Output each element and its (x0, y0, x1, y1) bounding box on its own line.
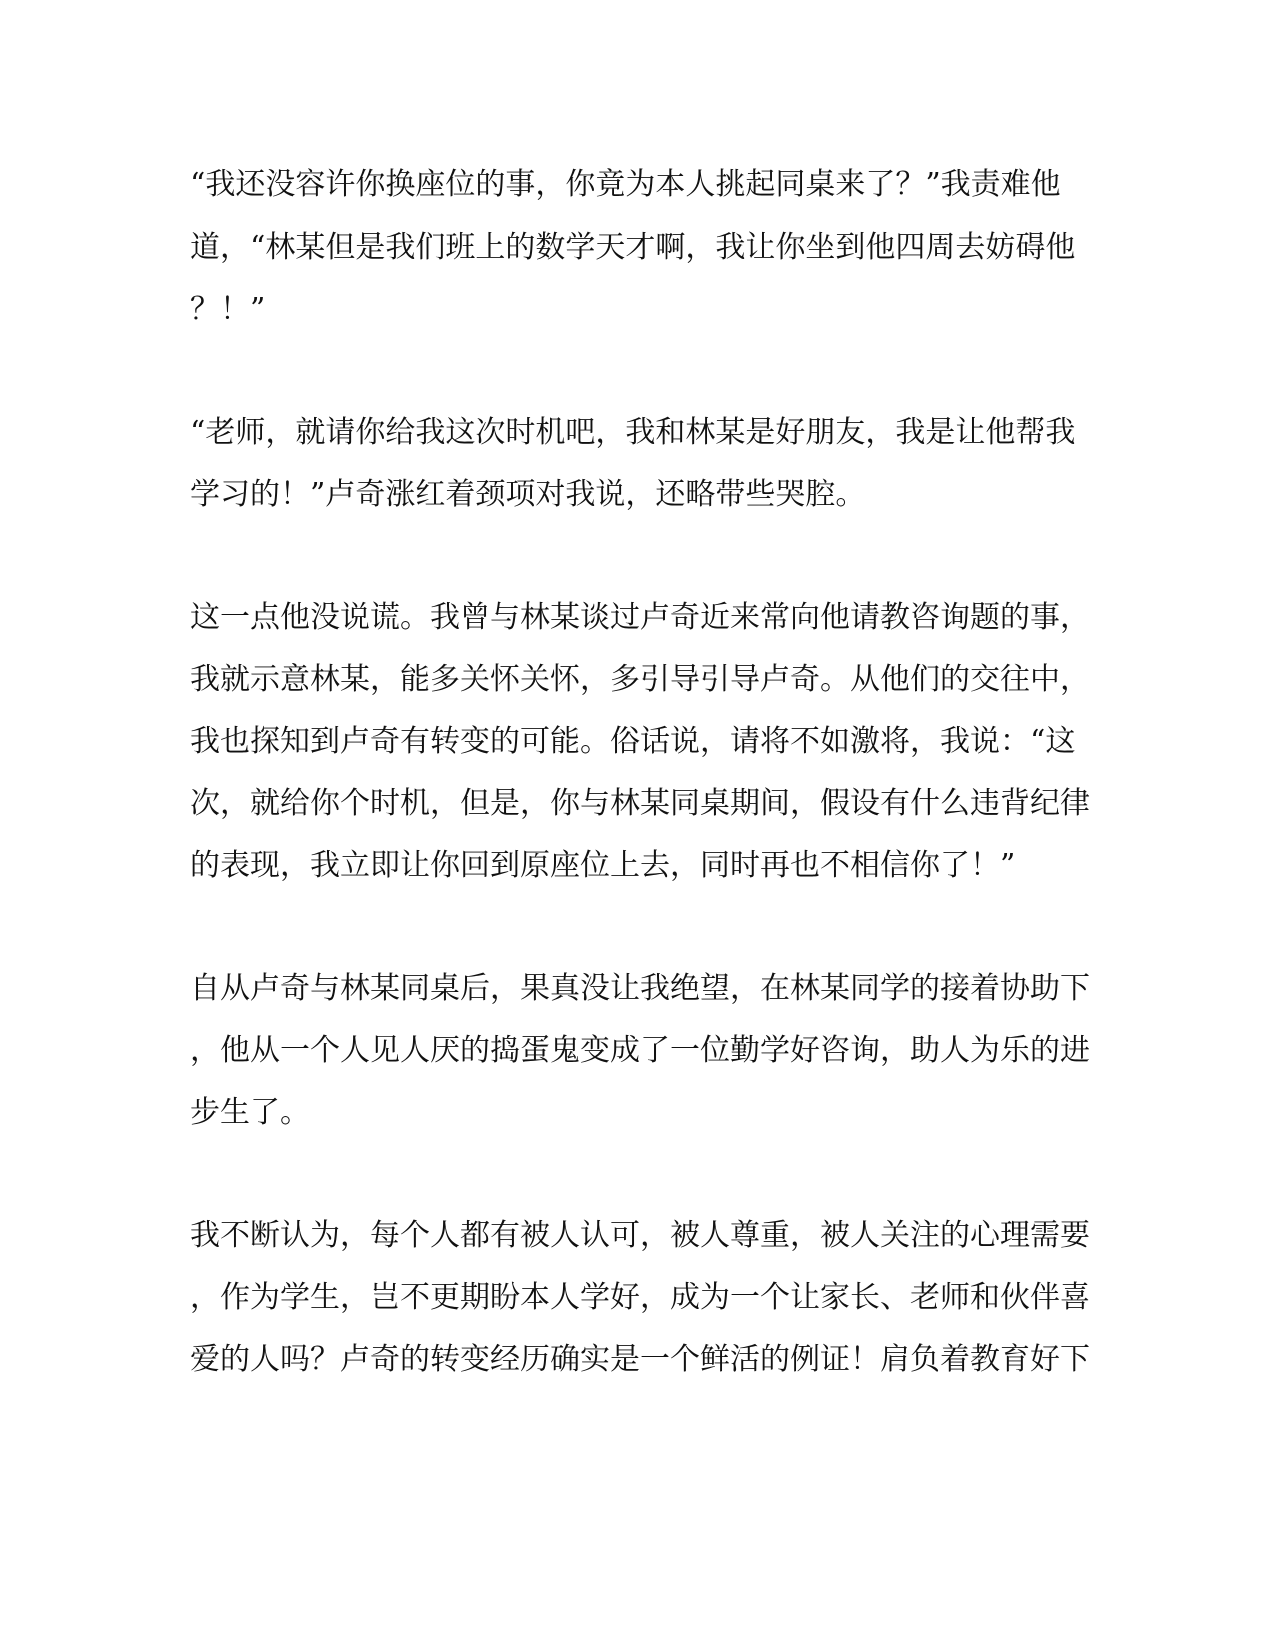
paragraph-4-line-3: 步生了。 (190, 1095, 310, 1130)
paragraph-3-line-2: 我就示意林某，能多关怀关怀，多引导引导卢奇。从他们的交往中， (190, 662, 1090, 697)
paragraph-1-line-3: ？！” (190, 292, 266, 327)
paragraph-3-line-4: 次，就给你个时机，但是，你与林某同桌期间，假设有什么违背纪律 (190, 786, 1090, 821)
paragraph-5-line-3: 爱的人吗？卢奇的转变经历确实是一个鲜活的例证！肩负着教育好下 (190, 1342, 1090, 1377)
paragraph-3-line-1: 这一点他没说谎。我曾与林某谈过卢奇近来常向他请教咨询题的事， (190, 600, 1090, 635)
paragraph-4-line-2: ，他从一个人见人厌的捣蛋鬼变成了一位勤学好咨询，助人为乐的进 (190, 1033, 1090, 1068)
paragraph-5-line-1: 我不断认为，每个人都有被人认可，被人尊重，被人关注的心理需要 (190, 1218, 1090, 1253)
paragraph-3-line-5: 的表现，我立即让你回到原座位上去，同时再也不相信你了！” (190, 848, 1016, 883)
paragraph-1-line-1: “我还没容许你换座位的事，你竟为本人挑起同桌来了？”我责难他 (190, 167, 1061, 202)
paragraph-5-line-2: ，作为学生，岂不更期盼本人学好，成为一个让家长、老师和伙伴喜 (190, 1280, 1090, 1315)
paragraph-2-line-1: “老师，就请你给我这次时机吧，我和林某是好朋友，我是让他帮我 (190, 415, 1076, 450)
paragraph-4-line-1: 自从卢奇与林某同桌后，果真没让我绝望，在林某同学的接着协助下 (190, 971, 1090, 1006)
paragraph-3-line-3: 我也探知到卢奇有转变的可能。俗话说，请将不如激将，我说：“这 (190, 724, 1076, 759)
paragraph-2-line-2: 学习的！”卢奇涨红着颈项对我说，还略带些哭腔。 (190, 477, 866, 512)
paragraph-1-line-2: 道，“林某但是我们班上的数学天才啊，我让你坐到他四周去妨碍他 (190, 230, 1076, 265)
